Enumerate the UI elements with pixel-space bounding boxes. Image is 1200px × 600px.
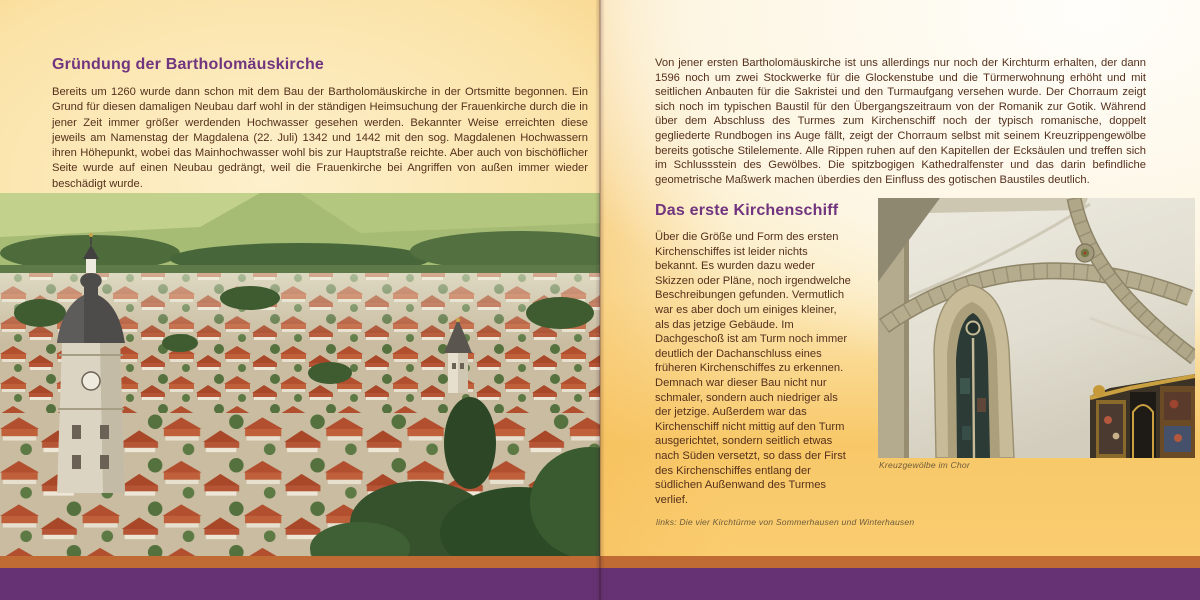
town-aerial-photo xyxy=(0,193,600,556)
section-paragraph: Über die Größe und Form des ersten Kirchenschiffes ist leider nichts bekannt. Es wurden dazu weder Skizzen oder Pläne, noch irgendwelche Beschreibungen gefunden. Vermutlich war es aber doch um einiges kleiner, als das jetzige Gebäude. Im Dachgeschoß ist am Turm noch immer deutlich der Dachanschluss eines früheren Kirchenschiffes zu erkennen. Demnach war dieser Bau nicht nur schmaler, sondern auch niedriger als der jetzige. Außerdem war das Kirchenschiff nicht mittig auf den Turm ausgerichtet, sondern seitlich etwas nach Süden versetzt, so dass der First des Kirchenschiffes entlang der südlichen Außenwand des Turmes verlief. xyxy=(655,231,851,506)
footer-orange-stripe xyxy=(0,556,1200,568)
footer-purple-band xyxy=(0,568,1200,600)
page-right xyxy=(600,0,1200,600)
page-title: Gründung der Bartholomäuskirche xyxy=(52,56,325,73)
section-title: Das erste Kirchenschiff xyxy=(655,202,839,219)
vault-illustration xyxy=(878,198,1195,458)
right-body-paragraph: Von jener ersten Bartholomäuskirche ist uns allerdings nur noch der Kirchturm erhalten, der dann 1596 noch um zwei Stockwerke für die Glockenstube und die Türmerwohnung erhöht und mit seitlichen Anbauten für die Sakristei und den Turmaufgang versehen wurde. Der Chorraum zeigt sich noch im typischen Baustil für den Übergangszeitraum von der Romanik zur Gotik. Während über dem Abschluss des Turmes zum Kirchenschiff noch der typisch romanische, doppelt gegliederte Rundbogen ins Auge fällt, zeigt der Chorraum selbst mit seinem Kreuzrippengewölbe bereits gotische Stilelemente. Alle Rippen ruhen auf den Kapitellen der Ecksäulen und treffen sich im Schlussstein des Gewölbes. Die spitzbogigen Kathedralfenster und das darin befindliche geometrische Maßwerk machen überdies den Einfluss des gotischen Baustiles deutlich. xyxy=(655,57,1146,186)
town-aerial-illustration xyxy=(0,193,600,556)
left-photo-caption: links: Die vier Kirchtürme von Sommerhausen und Winterhausen xyxy=(656,517,915,527)
left-body-paragraph: Bereits um 1260 wurde dann schon mit dem Bau der Bartholomäuskirche in der Ortsmitte begonnen. Ein Grund für diesen damaligen Neubau darf wohl in der ständigen Heimsuchung der Frauenkirche durch die in jener Zeit immer größer werdenden Hochwasser gesehen werden. Bekannter Weise erreichten diese jeweils am Namenstag der Magdalena (22. Juli) 1342 und 1442 mit den sog. Magdalenen Hochwassern ihren Höhepunkt, wobei das Mainhochwasser wohl bis zur Hauptstraße reichte. Aber auch von bischöflicher Seite wurde auf einen Neubau gedrängt, weil die Frauenkirche bei Angriffen von außen immer wieder beschädigt wurde. xyxy=(52,86,588,190)
vault-photo xyxy=(878,198,1195,458)
vault-photo-caption: Kreuzgewölbe im Chor xyxy=(879,460,970,470)
